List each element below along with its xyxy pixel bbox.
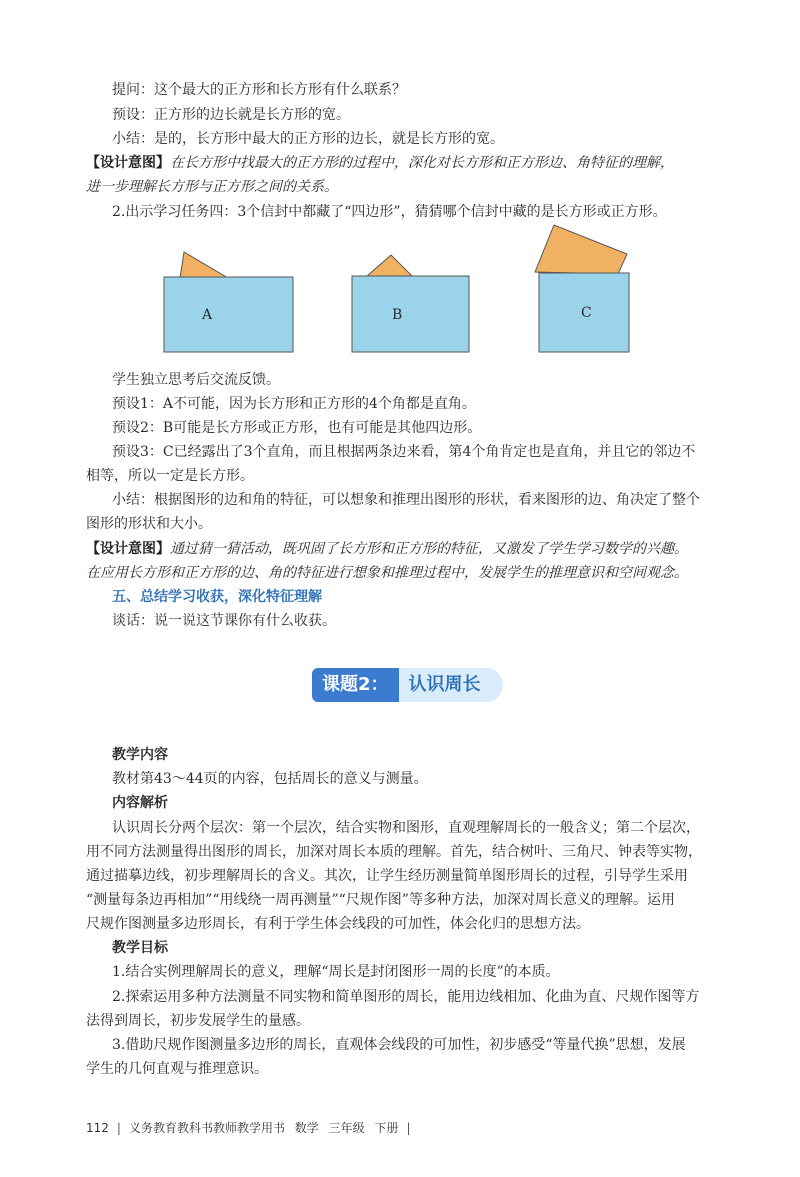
book-title: 义务教育教科书教师教学用书 bbox=[128, 1121, 285, 1135]
preset3-line2: 相等，所以一定是长方形。 bbox=[86, 468, 254, 484]
goal1-text: 1.结合实例理解周长的意义，理解“周长是封闭图形一周的长度”的本质。 bbox=[112, 964, 560, 980]
goal3-line1: 3.借助尺规作图测量多边形的周长，直观体会线段的可加性，初步感受“等量代换”思想，发展 bbox=[112, 1037, 686, 1053]
shape-a bbox=[180, 252, 228, 278]
content-heading: 教学内容 bbox=[112, 747, 168, 763]
design-intent-1-line1 bbox=[86, 153, 674, 173]
volume-label: 下册 bbox=[374, 1121, 399, 1135]
envelope-c-label: C bbox=[581, 305, 592, 321]
summary-text: 小结：是的，长方形中最大的正方形的边长，就是长方形的宽。 bbox=[112, 131, 504, 147]
goal2-line2: 法得到周长，初步发展学生的量感。 bbox=[86, 1013, 310, 1029]
content-text: 教材第43～44页的内容，包括周长的意义与测量。 bbox=[112, 771, 428, 787]
analysis-heading: 内容解析 bbox=[112, 795, 168, 811]
subject-label: 数学 bbox=[294, 1121, 319, 1135]
analysis-line5: 尺规作图测量多边形周长，有利于学生体会线段的可加性，体会化归的思想方法。 bbox=[86, 916, 590, 932]
analysis-line2: 用不同方法测量得出图形的周长，加深对周长本质的理解。首先，结合树叶、三角尺、钟表等实物， bbox=[86, 844, 702, 860]
page-footer: 112 | 义务教育教科书教师教学用书 数学 三年级 下册 | bbox=[86, 1121, 411, 1135]
shape-c bbox=[535, 225, 627, 274]
goals-heading: 教学目标 bbox=[112, 940, 168, 956]
design-intent-tag: 【设计意图】 bbox=[86, 155, 170, 171]
analysis-line3: 通过描摹边线，初步理解周长的含义。其次，让学生经历测量简单图形周长的过程，引导学生采用 bbox=[86, 868, 688, 884]
question-text: 提问：这个最大的正方形和长方形有什么联系？ bbox=[112, 82, 406, 98]
preset2-text: 预设2：B可能是长方形或正方形，也有可能是其他四边形。 bbox=[112, 420, 482, 436]
preset1-text: 预设1：A不可能，因为长方形和正方形的4个角都是直角。 bbox=[112, 396, 476, 412]
design-intent-1-line2: 进一步理解长方形与正方形之间的关系。 bbox=[86, 179, 338, 195]
feedback-text: 学生独立思考后交流反馈。 bbox=[112, 372, 280, 388]
goal3-line2: 学生的几何直观与推理意识。 bbox=[86, 1061, 268, 1077]
banner-lesson-title: 认识周长 bbox=[399, 668, 503, 702]
envelope-b bbox=[352, 276, 469, 352]
design-intent-2-line1 bbox=[86, 539, 688, 559]
analysis-line1: 认识周长分两个层次：第一个层次，结合实物和图形，直观理解周长的一般含义；第二个层次， bbox=[112, 820, 700, 836]
envelopes-figure bbox=[150, 218, 650, 358]
design-intent-2-line2: 在应用长方形和正方形的边、角的特征进行想象和推理过程中，发展学生的推理意识和空间观念。 bbox=[86, 565, 688, 581]
goal2-line1: 2.探索运用多种方法测量不同实物和简单图形的周长，能用边线相加、化曲为直、尺规作图等方 bbox=[112, 989, 700, 1005]
shape-b bbox=[366, 255, 413, 277]
analysis-line4: “测量每条边再相加”“用线绕一周再测量”“尺规作图”等多种方法，加深对周长意义的理解。运用 bbox=[86, 892, 675, 908]
preset-text: 预设：正方形的边长就是长方形的宽。 bbox=[112, 107, 350, 123]
lesson-banner bbox=[312, 668, 503, 702]
preset3-line1: 预设3：C已经露出了3个直角，而且根据两条边来看，第4个角肯定也是直角，并且它的邻边不 bbox=[112, 444, 696, 460]
envelope-a-label: A bbox=[202, 307, 213, 323]
summary2-line1: 小结：根据图形的边和角的特征，可以想象和推理出图形的形状，看来图形的边、角决定了整个 bbox=[112, 492, 700, 508]
envelope-a bbox=[164, 277, 293, 352]
envelope-b-label: B bbox=[392, 307, 403, 323]
banner-lesson-number: 课题2： bbox=[312, 668, 399, 702]
page-number: 112 bbox=[86, 1121, 109, 1135]
design-intent-tag-2: 【设计意图】 bbox=[86, 541, 170, 557]
design-intent-text: 在长方形中找最大的正方形的过程中，深化对长方形和正方形边、角特征的理解， bbox=[170, 155, 674, 171]
grade-label: 三年级 bbox=[328, 1121, 365, 1135]
design-intent-2-text: 通过猜一猜活动，既巩固了长方形和正方形的特征，又激发了学生学习数学的兴趣。 bbox=[170, 541, 688, 557]
summary2-line2: 图形的形状和大小。 bbox=[86, 516, 212, 532]
task4-text: 2.出示学习任务四：3个信封中都藏了“四边形”，猜猜哪个信封中藏的是长方形或正方形。 bbox=[112, 204, 667, 220]
section5-heading: 五、总结学习收获，深化特征理解 bbox=[112, 589, 322, 605]
talk-text: 谈话：说一说这节课你有什么收获。 bbox=[112, 613, 336, 629]
